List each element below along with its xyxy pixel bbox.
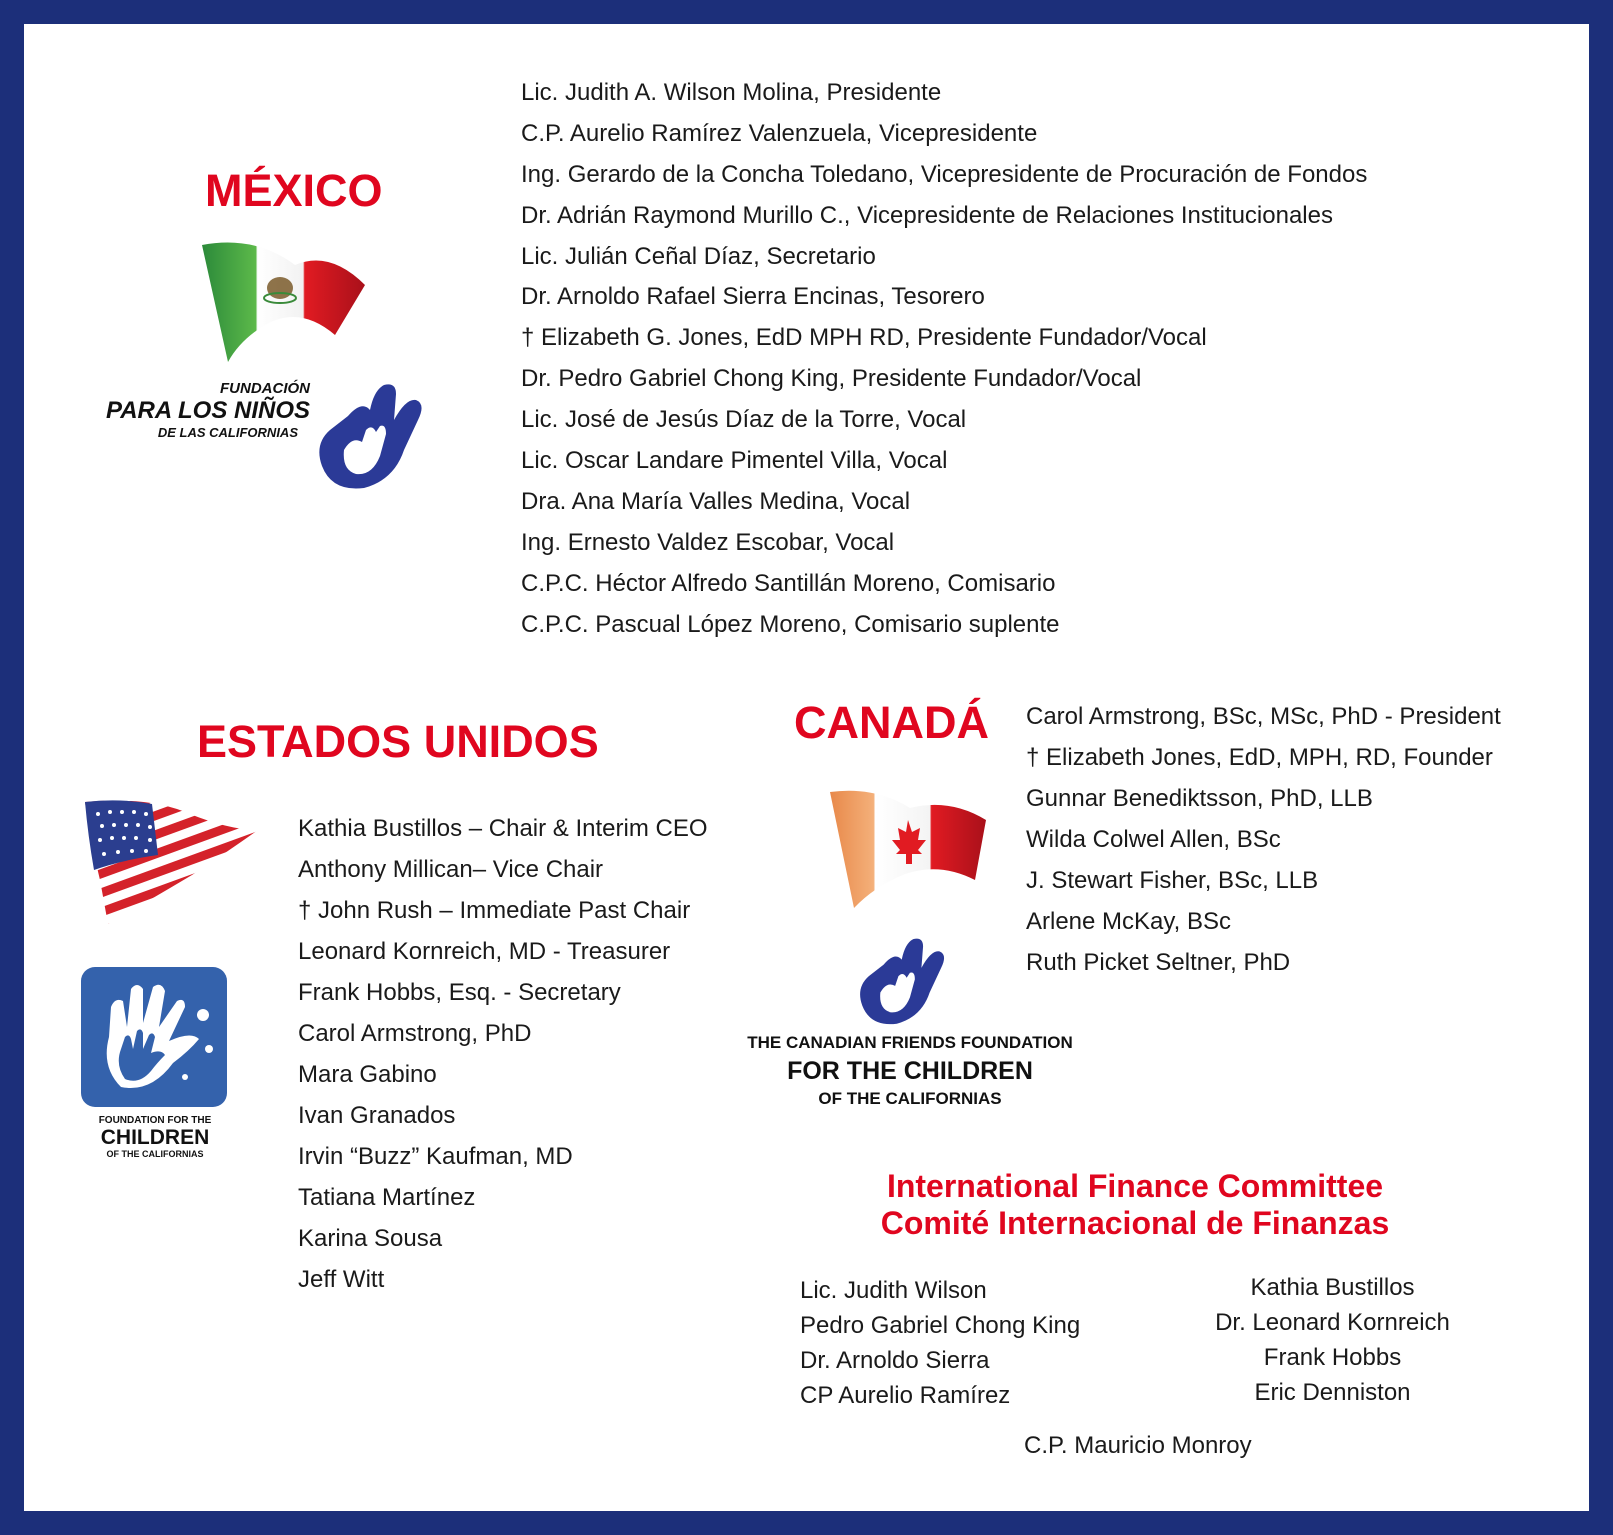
finance-title-es: Comité Internacional de Finanzas [880, 1205, 1390, 1241]
list-item: Mara Gabino [298, 1061, 437, 1088]
list-item: † Elizabeth Jones, EdD, MPH, RD, Founder [1026, 744, 1493, 771]
list-item: Jeff Witt [298, 1266, 385, 1293]
list-item: Irvin “Buzz” Kaufman, MD [298, 1143, 573, 1170]
list-item: CP Aurelio Ramírez [800, 1382, 1011, 1409]
logo-line-1: FUNDACIÓN [220, 380, 310, 397]
canada-member-list [1026, 696, 1501, 983]
list-item: Pedro Gabriel Chong King [800, 1312, 1081, 1339]
logo-line-1: FOUNDATION FOR THE [98, 1115, 212, 1126]
list-item: Tatiana Martínez [298, 1184, 476, 1211]
canada-foundation-logo [715, 1032, 1105, 1110]
list-item: † John Rush – Immediate Past Chair [298, 897, 691, 924]
list-item: Kathia Bustillos [1250, 1274, 1415, 1301]
list-item: Lic. Judith Wilson [800, 1277, 987, 1304]
list-item: J. Stewart Fisher, BSc, LLB [1026, 867, 1319, 894]
finance-committee-heading [775, 1168, 1495, 1242]
logo-line-2: FOR THE CHILDREN [787, 1057, 1033, 1085]
list-item: Lic. Julián Ceñal Díaz, Secretario [521, 242, 876, 270]
usa-title: ESTADOS UNIDOS [197, 716, 599, 767]
list-item: Karina Sousa [298, 1225, 443, 1252]
list-item: Dra. Ana María Valles Medina, Vocal [521, 487, 911, 515]
mexico-foundation-logo [100, 380, 310, 440]
list-item: Arlene McKay, BSc [1026, 908, 1231, 935]
list-item: Frank Hobbs, Esq. - Secretary [298, 979, 621, 1006]
usa-hand-logo-icon [81, 967, 227, 1107]
list-item: Kathia Bustillos – Chair & Interim CEO [298, 815, 708, 842]
finance-title-en: International Finance Committee [886, 1168, 1384, 1204]
canada-flag-icon [830, 790, 990, 910]
list-item: C.P. Aurelio Ramírez Valenzuela, Vicepresidente [521, 119, 1038, 147]
canada-hand-logo-icon [855, 935, 955, 1027]
list-item: Ing. Gerardo de la Concha Toledano, Vicepresidente de Procuración de Fondos [521, 160, 1368, 188]
usa-member-list [298, 808, 708, 1300]
usa-flag-icon [80, 800, 260, 925]
list-item: Ivan Granados [298, 1102, 456, 1129]
list-item: Gunnar Benediktsson, PhD, LLB [1026, 785, 1373, 812]
finance-right-list [1180, 1270, 1485, 1410]
list-item: Ruth Picket Seltner, PhD [1026, 949, 1291, 976]
logo-line-2: CHILDREN [100, 1126, 210, 1149]
mexico-title: MÉXICO [205, 165, 383, 216]
list-item: Leonard Kornreich, MD - Treasurer [298, 938, 671, 965]
list-item: C.P.C. Pascual López Moreno, Comisario suplente [521, 610, 1060, 638]
logo-line-1: THE CANADIAN FRIENDS FOUNDATION [747, 1033, 1073, 1052]
list-item: Lic. Judith A. Wilson Molina, Presidente [521, 79, 942, 106]
list-item: Dr. Leonard Kornreich [1215, 1309, 1450, 1336]
list-item: † Elizabeth G. Jones, EdD MPH RD, Presidente Fundador/Vocal [521, 324, 1207, 352]
logo-line-3: OF THE CALIFORNIAS [818, 1089, 1002, 1108]
list-item: Dr. Arnoldo Sierra [800, 1347, 990, 1374]
list-item: Carol Armstrong, BSc, MSc, PhD - President [1026, 703, 1501, 730]
list-item: Anthony Millican– Vice Chair [298, 856, 604, 883]
usa-foundation-logo [82, 1115, 228, 1160]
list-item: Carol Armstrong, PhD [298, 1020, 532, 1047]
list-item: Lic. Oscar Landare Pimentel Villa, Vocal [521, 447, 948, 475]
list-item: Frank Hobbs [1263, 1344, 1402, 1371]
logo-line-3: OF THE CALIFORNIAS [106, 1149, 204, 1159]
list-item: C.P.C. Héctor Alfredo Santillán Moreno, Comisario [521, 569, 1056, 597]
list-item: Lic. José de Jesús Díaz de la Torre, Vocal [521, 406, 967, 434]
list-item: Dr. Arnoldo Rafael Sierra Encinas, Tesorero [521, 283, 985, 311]
list-item: Eric Denniston [1254, 1379, 1411, 1406]
finance-bottom-member: C.P. Mauricio Monroy [1024, 1432, 1252, 1459]
list-item: Ing. Ernesto Valdez Escobar, Vocal [521, 528, 895, 556]
logo-line-2: PARA LOS NIÑOS [105, 397, 310, 424]
hand-logo-icon [314, 380, 434, 492]
list-item: Dr. Pedro Gabriel Chong King, Presidente Fundador/Vocal [521, 365, 1142, 393]
list-item: Wilda Colwel Allen, BSc [1026, 826, 1281, 853]
finance-left-list [800, 1273, 1080, 1413]
mexico-member-list [521, 73, 1367, 645]
canada-title: CANADÁ [794, 697, 989, 748]
list-item: Dr. Adrián Raymond Murillo C., Vicepresidente de Relaciones Institucionales [521, 201, 1333, 229]
logo-line-3: DE LAS CALIFORNIAS [157, 425, 298, 440]
mexico-flag-icon [200, 240, 370, 365]
